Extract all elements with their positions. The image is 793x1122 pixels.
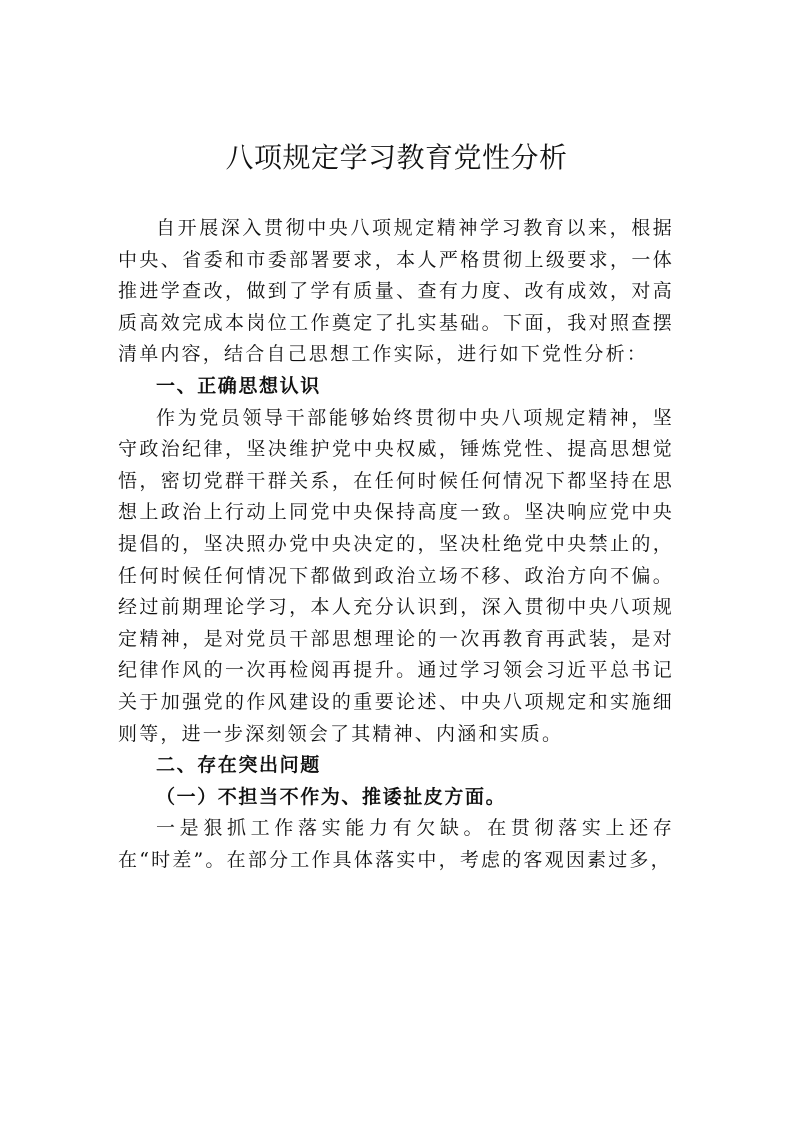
document-body	[118, 213, 674, 876]
section-heading-1: 一、正确思想认识	[156, 374, 321, 397]
section-heading-2: 二、存在突出问题	[156, 754, 321, 777]
section-1-paragraph: 作为党员领导干部能够始终贯彻中央八项规定精神，坚守政治纪律，坚决维护党中央权威，锤炼党性、提高思想觉悟，密切党群干群关系，在任何时候任何情况下都坚持在思想上政治上行动上同党中央保持高度一致。坚决响应党中央提倡的，坚决照办党中央决定的，坚决杜绝党中央禁止的，任何时候任何情况下都做到政治立场不移、政治方向不偏。经过前期理论学习，本人充分认识到，深入贯彻中央八项规定精神，是对党员干部思想理论的一次再教育再武装，是对纪律作风的一次再检阅再提升。通过学习领会习近平总书记关于加强党的作风建设的重要论述、中央八项规定和实施细则等，进一步深刻领会了其精神、内涵和实质。	[118, 406, 674, 745]
subsection-1-paragraph: 一是狠抓工作落实能力有欠缺。在贯彻落实上还存在“时差”。在部分工作具体落实中，考虑的客观因素过多，	[118, 817, 674, 871]
intro-paragraph: 自开展深入贯彻中央八项规定精神学习教育以来，根据中央、省委和市委部署要求，本人严格贯彻上级要求，一体推进学查改，做到了学有质量、查有力度、改有成效，对高质高效完成本岗位工作奠定了扎实基础。下面，我对照查摆清单内容，结合自己思想工作实际，进行如下党性分析：	[118, 217, 674, 366]
document-title: 八项规定学习教育党性分析	[225, 141, 568, 174]
subsection-heading-1: （一）不担当不作为、推诿扯皮方面。	[156, 785, 507, 808]
